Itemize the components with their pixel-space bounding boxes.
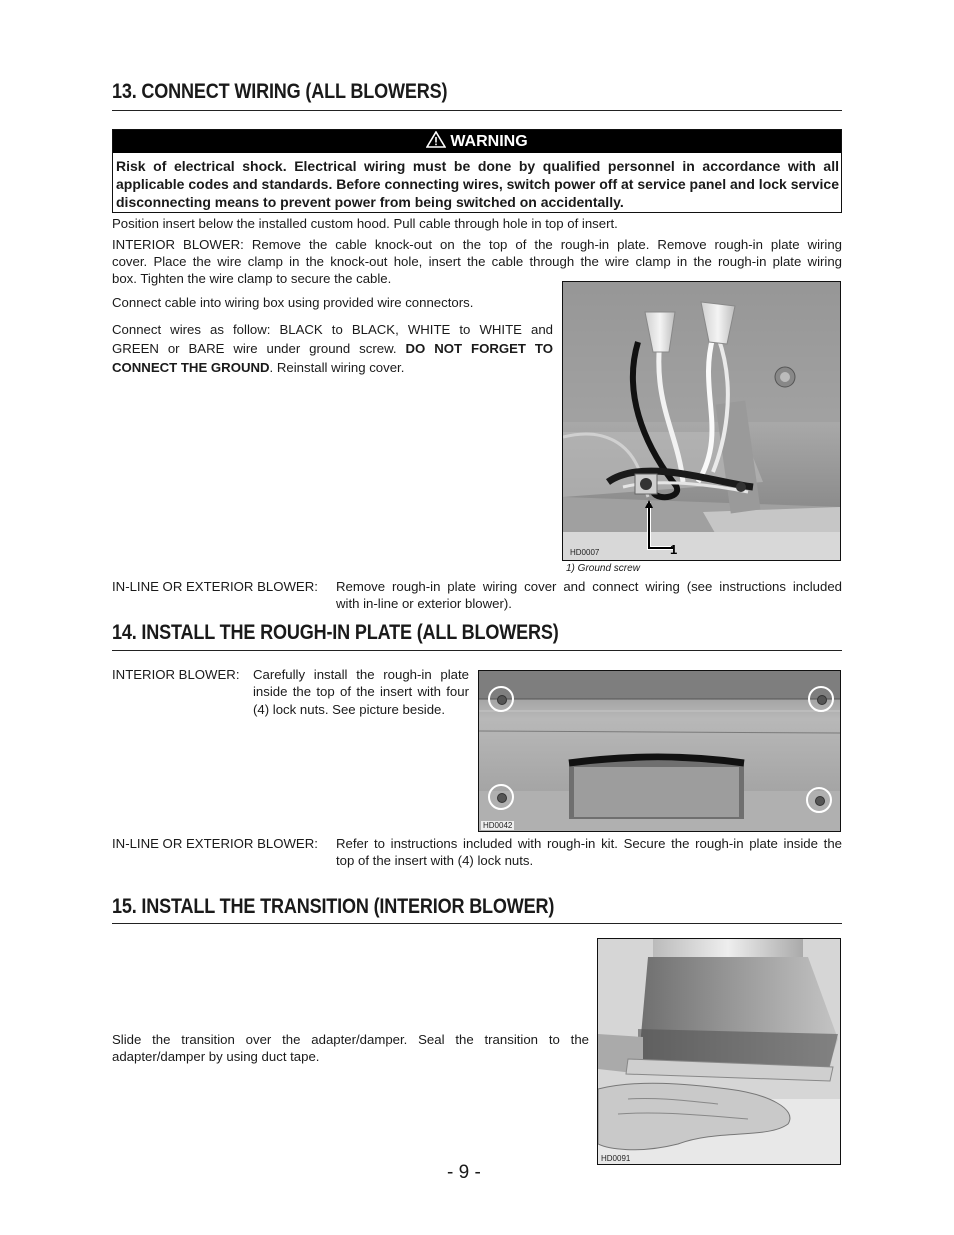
lock-nut-marker-bottom-left: [488, 784, 514, 810]
paragraph-connect-cable: Connect cable into wiring box using provided wire connectors.: [112, 295, 474, 310]
rough-in-plate-photo: [478, 670, 841, 832]
photo-code-hd0007: HD0007: [570, 548, 600, 557]
lock-nut-marker-top-right: [808, 686, 834, 712]
paragraph-connect-wires-line3: [112, 359, 553, 377]
warning-triangle-icon: [426, 131, 446, 148]
rough-in-plate-illustration: [479, 671, 840, 831]
ground-reminder-bold: DO NOT FORGET TO: [405, 341, 553, 356]
ground-screw-instruction: GREEN or BARE wire under ground screw.: [112, 341, 397, 356]
inline-blower-line2-13: with in-line or exterior blower).: [336, 596, 512, 611]
inline-blower-label-14: IN-LINE OR EXTERIOR BLOWER:: [112, 836, 318, 851]
photo-code-hd0091: HD0091: [601, 1154, 631, 1163]
photo-caption-ground-screw: 1) Ground screw: [566, 563, 640, 574]
section-13-rule: [112, 110, 842, 111]
section-15-rule: [112, 923, 842, 924]
paragraph-position-insert: Position insert below the installed custom hood. Pull cable through hole in top of insert.: [112, 216, 618, 231]
paragraph-interior-line3: box. Tighten the wire clamp to secure the cable.: [112, 271, 392, 286]
transition-text-line1: Slide the transition over the adapter/damper. Seal the transition to the: [112, 1032, 589, 1047]
interior-blower-label-14: INTERIOR BLOWER:: [112, 667, 240, 682]
interior-blower-line1-14: Carefully install the rough-in plate: [253, 667, 469, 682]
wiring-photo: [562, 281, 841, 561]
section-14-title: 14. INSTALL THE ROUGH-IN PLATE (ALL BLOWERS): [112, 621, 559, 644]
photo-code-hd0042: HD0042: [483, 821, 513, 830]
inline-blower-line1-13: Remove rough-in plate wiring cover and connect wiring (see instructions included: [336, 579, 842, 594]
callout-number: 1: [670, 542, 678, 557]
inline-blower-label-13: IN-LINE OR EXTERIOR BLOWER:: [112, 579, 318, 594]
interior-blower-line2-14: inside the top of the insert with four: [253, 684, 469, 699]
lock-nut-marker-bottom-right: [806, 787, 832, 813]
transition-photo: [597, 938, 841, 1165]
paragraph-interior-line2: cover. Place the wire clamp in the knock-out hole, insert the cable through the wire clamp in the rough-in plate wiring: [112, 254, 842, 269]
transition-illustration: [598, 939, 840, 1164]
paragraph-connect-wires-line2: [112, 340, 553, 358]
section-14-rule: [112, 650, 842, 651]
section-15-title: 15. INSTALL THE TRANSITION (INTERIOR BLOWER): [112, 895, 555, 918]
inline-blower-line2-14: top of the insert with (4) lock nuts.: [336, 853, 534, 868]
warning-label: WARNING: [450, 133, 528, 150]
interior-blower-line3-14: (4) lock nuts. See picture beside.: [253, 702, 446, 717]
warning-header: [113, 130, 841, 153]
ground-reminder-bold-2: CONNECT THE GROUND: [112, 360, 270, 375]
section-13-title: 13. CONNECT WIRING (ALL BLOWERS): [112, 80, 448, 103]
inline-blower-line1-14: Refer to instructions included with rough-in kit. Secure the rough-in plate inside the: [336, 836, 842, 851]
warning-box: [112, 129, 842, 213]
page-number: - 9 -: [447, 1162, 481, 1183]
paragraph-connect-wires-line1: Connect wires as follow: BLACK to BLACK, WHITE to WHITE and: [112, 322, 553, 337]
wiring-photo-illustration: [563, 282, 840, 560]
reinstall-cover-text: . Reinstall wiring cover.: [269, 360, 405, 375]
lock-nut-marker-top-left: [488, 686, 514, 712]
paragraph-interior-line1: INTERIOR BLOWER: Remove the cable knock-out on the top of the rough-in plate. Remove rough-in plate wiring: [112, 237, 842, 252]
warning-text: Risk of electrical shock. Electrical wiring must be done by qualified personnel in accordance with all applicable codes and standards. Before connecting wires, switch power off at service panel and lock service disconnecting means to prevent power from being switched on accidentally.: [116, 158, 839, 210]
transition-text-line2: adapter/damper by using duct tape.: [112, 1049, 320, 1064]
